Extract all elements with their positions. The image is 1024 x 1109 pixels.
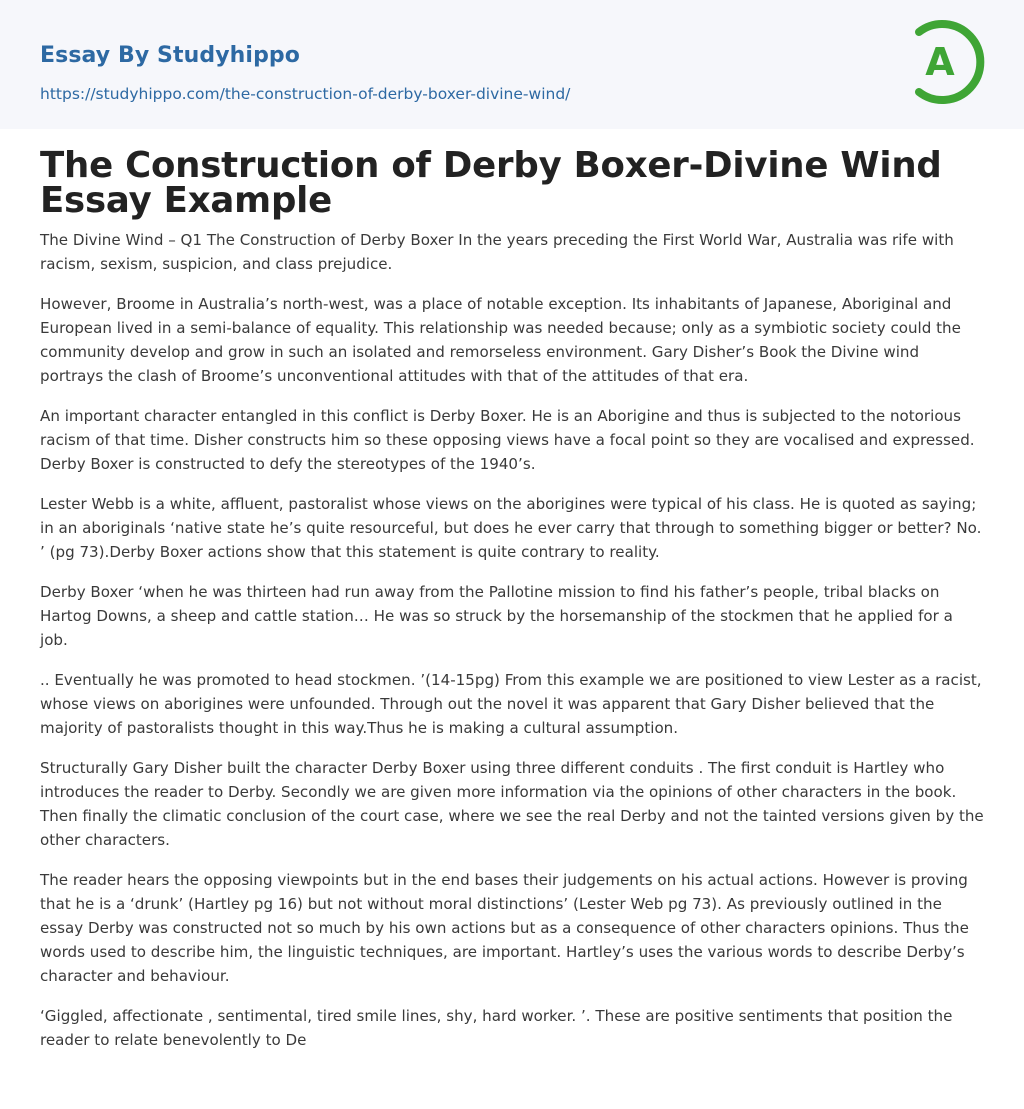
article-title: The Construction of Derby Boxer-Divine Wind Essay Example: [40, 145, 942, 221]
article-body: [40, 228, 985, 1068]
paragraph: Lester Webb is a white, affluent, pastoralist whose views on the aborigines were typical of his class. He is quoted as saying; in an aboriginals ‘native state he’s quite resourceful, but does he ever carry that through to something bigger or better? No. ’ (pg 73).Derby Boxer actions show that this statement is quite contrary to reality.: [40, 495, 982, 561]
paragraph: Structurally Gary Disher built the character Derby Boxer using three different conduits . The first conduit is Hartley who introduces the reader to Derby. Secondly we are given more information via the opinions of other characters in the book. Then finally the climatic conclusion of the court case, where we see the real Derby and not the tainted versions given by the other characters.: [40, 759, 984, 849]
paragraph: The Divine Wind – Q1 The Construction of Derby Boxer In the years preceding the First World War, Australia was rife with racism, sexism, suspicion, and class prejudice.: [40, 231, 954, 273]
paragraph: .. Eventually he was promoted to head stockmen. ’(14-15pg) From this example we are positioned to view Lester as a racist, whose views on aborigines were unfounded. Through out the novel it was apparent that Gary Disher believed that the majority of pastoralists thought in this way.Thus he is making a cultural assumption.: [40, 671, 982, 737]
site-header: [0, 0, 1024, 129]
article-url-link[interactable]: https://studyhippo.com/the-construction-of-derby-boxer-divine-wind/: [40, 85, 571, 103]
studyhippo-logo-icon[interactable]: [912, 18, 988, 106]
paragraph: Derby Boxer ‘when he was thirteen had run away from the Pallotine mission to find his father’s people, tribal blacks on Hartog Downs, a sheep and cattle station… He was so struck by the horsemanship of the stockmen that he applied for a job.: [40, 583, 953, 649]
paragraph: The reader hears the opposing viewpoints but in the end bases their judgements on his actual actions. However is proving that he is a ‘drunk’ (Hartley pg 16) but not without moral distinctions’ (Lester Web pg 73). As previously outlined in the essay Derby was constructed not so much by his own actions but as a consequence of other characters opinions. Thus the words used to describe him, the linguistic techniques, are important. Hartley’s uses the various words to describe Derby’s character and behaviour.: [40, 871, 969, 985]
logo-letter: A: [925, 40, 955, 84]
paragraph: ‘Giggled, affectionate , sentimental, tired smile lines, shy, hard worker. ’. These are positive sentiments that position the reader to relate benevolently to De: [40, 1007, 953, 1049]
paragraph: An important character entangled in this conflict is Derby Boxer. He is an Aborigine and thus is subjected to the notorious racism of that time. Disher constructs him so these opposing views have a focal point so they are vocalised and expressed. Derby Boxer is constructed to defy the stereotypes of the 1940’s.: [40, 407, 975, 473]
paragraph: However, Broome in Australia’s north-west, was a place of notable exception. Its inhabitants of Japanese, Aboriginal and European lived in a semi-balance of equality. This relationship was needed because; only as a symbiotic society could the community develop and grow in such an isolated and remorseless environment. Gary Disher’s Book the Divine wind portrays the clash of Broome’s unconventional attitudes with that of the attitudes of that era.: [40, 295, 961, 385]
site-name[interactable]: Essay By Studyhippo: [40, 43, 300, 68]
